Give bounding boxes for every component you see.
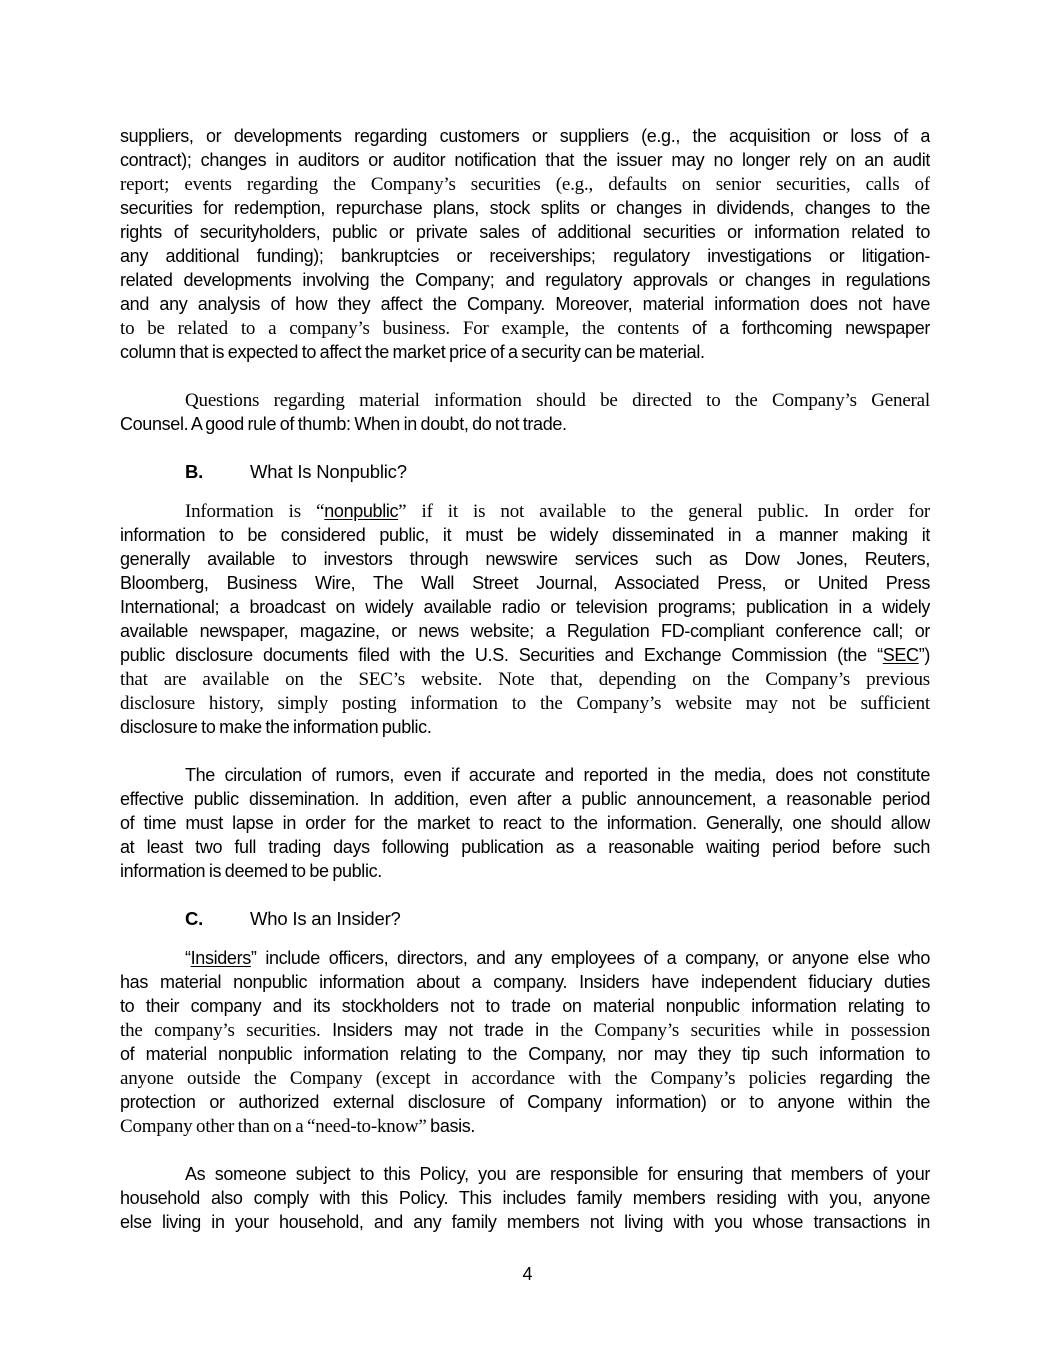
text-run: public disclosure documents filed with the U.S. Securities and Exchange Commission (the “ <box>120 645 883 665</box>
text-line <box>120 787 930 811</box>
text-run: available newspaper, magazine, or news website; a Regulation FD-compliant conference call; or <box>120 621 930 641</box>
text-run: household also comply with this Policy. This includes family members residing with you, anyone <box>120 1188 930 1208</box>
text-run: contract); changes in auditors or auditor notification that the issuer may no longer rely on an audit <box>120 150 930 170</box>
text-run: ”) <box>918 645 930 665</box>
text-line <box>120 124 930 148</box>
text-line <box>120 523 930 547</box>
text-line <box>120 715 930 739</box>
text-line <box>120 196 930 220</box>
text-line <box>120 691 930 715</box>
text-line <box>120 1162 930 1186</box>
section-label: C. <box>185 908 204 929</box>
text-run: else living in your household, and any family members not living with you whose transactions in <box>120 1212 930 1232</box>
text-line <box>120 1042 930 1066</box>
text-run: Bloomberg, Business Wire, The Wall Street Journal, Associated Press, or United Press <box>120 573 930 593</box>
text-run: the Company’s securities while in possession <box>560 1020 930 1041</box>
text-run: Questions regarding material information should be directed to the Company’s General <box>185 390 930 411</box>
text-line <box>120 412 930 436</box>
text-run: As someone subject to this Policy, you are responsible for ensuring that members of your <box>185 1164 930 1184</box>
page-number: 4 <box>522 1264 533 1284</box>
text-line <box>120 643 930 667</box>
section-title: Who Is an Insider? <box>250 908 401 929</box>
text-run: the company’s securities. <box>120 1020 333 1041</box>
text-run: of time must lapse in order for the market to react to the information. Generally, one should allow <box>120 813 930 833</box>
text-line <box>120 172 930 196</box>
text-line <box>120 499 930 523</box>
text-line <box>120 547 930 571</box>
underlined-term: nonpublic <box>324 501 399 521</box>
text-run: information to be considered public, it must be widely disseminated in a manner making it <box>120 525 930 545</box>
text-run: to their company and its stockholders not to trade on material nonpublic information relating to <box>120 996 930 1016</box>
text-line <box>120 1090 930 1114</box>
text-line <box>120 268 930 292</box>
text-line <box>120 619 930 643</box>
text-line <box>120 1018 930 1042</box>
paragraph <box>120 124 930 364</box>
text-run: ” include officers, directors, and any employees of a company, or anyone else who <box>250 948 930 968</box>
text-run: and any analysis of how they affect the Company. Moreover, material information does not have <box>120 294 930 314</box>
text-line <box>120 970 930 994</box>
text-line <box>120 667 930 691</box>
section-heading <box>120 907 930 931</box>
text-run: related developments involving the Company; and regulatory approvals or changes in regulations <box>120 270 930 290</box>
text-line <box>120 316 930 340</box>
section-heading <box>120 460 930 484</box>
paragraph <box>120 388 930 436</box>
text-run: effective public dissemination. In addition, even after a public announcement, a reasonable period <box>120 789 930 809</box>
text-run: to be related to a company’s business. For example, the contents <box>120 318 692 339</box>
text-run: protection or authorized external disclosure of Company information) or to anyone within the <box>120 1092 930 1112</box>
text-run: information is deemed to be public. <box>120 861 382 881</box>
text-run: generally available to investors through newswire services such as Dow Jones, Reuters, <box>120 549 930 569</box>
text-run: “ <box>185 948 191 968</box>
text-run: disclosure history, simply posting information to the Company’s website may not be sufficient <box>120 693 930 714</box>
text-run: at least two full trading days following publication as a reasonable waiting period before such <box>120 837 930 857</box>
text-run: ” if it is not available to the general public. In order for <box>398 501 930 522</box>
paragraph <box>120 946 930 1138</box>
document-body <box>120 124 930 1258</box>
text-line <box>120 946 930 970</box>
text-line <box>120 340 930 364</box>
text-run: rights of securityholders, public or private sales of additional securities or information related to <box>120 222 930 242</box>
text-run: has material nonpublic information about a company. Insiders have independent fiduciary duties <box>120 972 930 992</box>
text-line <box>120 595 930 619</box>
text-run: report; events regarding the Company’s securities (e.g., defaults on senior securities, calls of <box>120 174 930 195</box>
text-line <box>120 1186 930 1210</box>
text-run: securities for redemption, repurchase plans, stock splits or changes in dividends, changes to the <box>120 198 930 218</box>
text-run: of a forthcoming newspaper <box>691 318 930 338</box>
text-run: Information is “ <box>185 501 325 522</box>
text-line <box>120 148 930 172</box>
text-run: anyone outside the Company (except in accordance with the Company’s policies <box>120 1068 820 1089</box>
text-run: of material nonpublic information relating to the Company, nor may they tip such information to <box>120 1044 930 1064</box>
text-line <box>120 994 930 1018</box>
text-line <box>120 1210 930 1234</box>
text-line <box>120 388 930 412</box>
text-run: suppliers, or developments regarding customers or suppliers (e.g., the acquisition or loss of a <box>120 126 930 146</box>
text-run: basis. <box>430 1116 476 1136</box>
section-title: What Is Nonpublic? <box>250 461 407 482</box>
text-run: any additional funding); bankruptcies or receiverships; regulatory investigations or litigation- <box>120 246 930 266</box>
text-line <box>120 835 930 859</box>
text-line <box>120 571 930 595</box>
text-line <box>120 811 930 835</box>
text-run: Company other than on a “need-to-know” <box>120 1116 431 1137</box>
text-line <box>120 244 930 268</box>
paragraph <box>120 499 930 739</box>
text-line <box>120 292 930 316</box>
text-run: that are available on the SEC’s website. Note that, depending on the Company’s previous <box>120 669 930 690</box>
text-line <box>120 859 930 883</box>
text-run: regarding the <box>819 1068 930 1088</box>
text-line <box>120 763 930 787</box>
paragraph <box>120 763 930 883</box>
text-run: disclosure to make the information public. <box>120 717 432 737</box>
text-run: column that is expected to affect the market price of a security can be material. <box>120 342 705 362</box>
section-label: B. <box>185 461 204 482</box>
text-run: Counsel. A good rule of thumb: When in doubt, do not trade. <box>120 414 567 434</box>
text-line <box>120 1114 930 1138</box>
text-line <box>120 220 930 244</box>
underlined-term: Insiders <box>190 948 251 968</box>
text-line <box>120 1066 930 1090</box>
underlined-term: SEC <box>882 645 919 665</box>
paragraph <box>120 1162 930 1234</box>
text-run: International; a broadcast on widely available radio or television programs; publication in a widely <box>120 597 930 617</box>
text-run: Insiders may not trade in <box>332 1020 561 1040</box>
text-run: The circulation of rumors, even if accurate and reported in the media, does not constitute <box>185 765 930 785</box>
